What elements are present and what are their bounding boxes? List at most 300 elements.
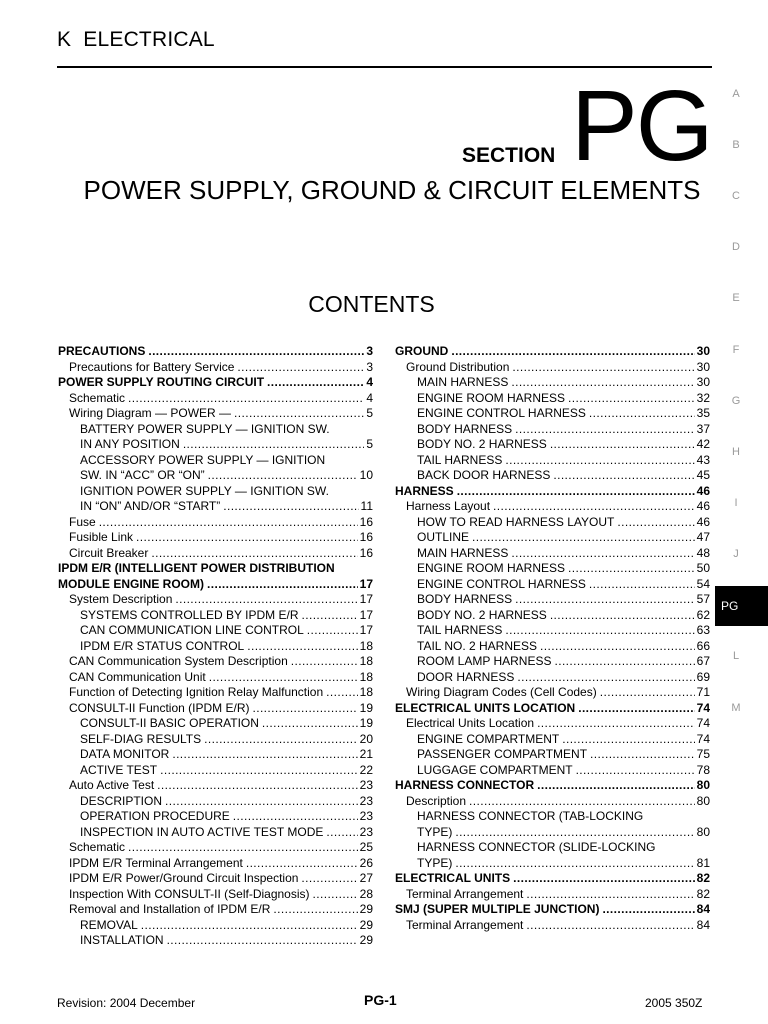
toc-entry[interactable] <box>58 453 373 469</box>
toc-entry-title: ACCESSORY POWER SUPPLY — IGNITION <box>80 452 326 467</box>
toc-entry-page: 46 <box>696 514 710 529</box>
toc-entry-page: 18 <box>359 654 373 668</box>
toc-entry-title: DESCRIPTION <box>80 793 163 808</box>
toc-leader-dots <box>455 856 694 872</box>
toc-entry-page: 75 <box>696 747 710 761</box>
toc-entry-title: IPDM E/R (INTELLIGENT POWER DISTRIBUTION <box>58 561 335 575</box>
toc-entry-page: 28 <box>359 886 373 901</box>
toc-leader-dots <box>589 577 695 593</box>
side-letter-d[interactable]: D <box>732 241 740 253</box>
toc-leader-dots <box>472 530 695 546</box>
toc-entry[interactable] <box>58 639 373 655</box>
toc-leader-dots <box>505 453 694 469</box>
toc-entry-title: Electrical Units Location <box>406 716 535 730</box>
toc-leader-dots <box>148 344 364 360</box>
toc-leader-dots <box>515 592 695 608</box>
toc-entry-page: 23 <box>359 793 373 808</box>
toc-leader-dots <box>333 422 371 438</box>
toc-entry-page: 3 <box>366 359 373 374</box>
toc-entry[interactable] <box>58 763 373 779</box>
toc-entry-page: 5 <box>366 437 373 451</box>
toc-entry-title: SYSTEMS CONTROLLED BY IPDM E/R <box>80 607 299 622</box>
toc-entry[interactable] <box>58 670 373 686</box>
toc-leader-dots <box>233 809 358 825</box>
toc-leader-dots <box>578 701 694 717</box>
toc-entry-page: 29 <box>359 917 373 932</box>
toc-entry-title: ENGINE CONTROL HARNESS <box>417 576 586 591</box>
toc-entry-page: 63 <box>696 623 710 637</box>
toc-entry[interactable] <box>395 732 710 748</box>
toc-entry-title: BODY HARNESS <box>417 592 513 606</box>
toc-entry-page: 23 <box>359 824 373 839</box>
toc-leader-dots <box>326 825 357 841</box>
toc-entry[interactable] <box>58 577 373 593</box>
toc-entry[interactable] <box>58 825 373 841</box>
toc-entry-page: 16 <box>359 545 373 560</box>
toc-entry-title: DATA MONITOR <box>80 747 170 761</box>
toc-entry-page: 32 <box>696 390 710 405</box>
toc-entry[interactable] <box>395 747 710 763</box>
toc-entry[interactable] <box>58 794 373 810</box>
toc-entry-title: IPDM E/R Power/Ground Circuit Inspection <box>69 871 299 885</box>
toc-entry-title: Fusible Link <box>69 530 134 544</box>
toc-entry-title: HARNESS CONNECTOR (SLIDE-LOCKING <box>417 840 656 854</box>
toc-leader-dots <box>600 685 695 701</box>
toc-entry-title: SW. IN “ACC” OR “ON” <box>80 468 205 482</box>
toc-entry-page: 67 <box>696 654 710 668</box>
toc-leader-dots <box>252 701 357 717</box>
toc-entry-title: Description <box>406 793 467 808</box>
toc-leader-dots <box>457 484 695 500</box>
toc-entry[interactable] <box>58 732 373 748</box>
toc-entry[interactable] <box>395 515 710 531</box>
toc-leader-dots <box>511 375 694 391</box>
toc-entry-page: 21 <box>359 747 373 761</box>
toc-leader-dots <box>526 918 694 934</box>
side-letter-a[interactable]: A <box>732 88 740 100</box>
toc-entry[interactable] <box>395 608 710 624</box>
side-letter-l[interactable]: L <box>732 650 740 662</box>
toc-leader-dots <box>313 887 358 903</box>
toc-entry-title: ELECTRICAL UNITS <box>395 871 511 885</box>
toc-leader-dots <box>550 437 695 453</box>
toc-entry-page: 27 <box>359 871 373 885</box>
toc-leader-dots <box>493 499 695 515</box>
toc-leader-dots <box>128 391 364 407</box>
toc-entry[interactable] <box>58 406 373 422</box>
toc-entry[interactable] <box>58 375 373 391</box>
toc-entry-title: TYPE) <box>417 824 453 839</box>
toc-leader-dots <box>223 499 358 515</box>
toc-entry-page: 69 <box>696 669 710 684</box>
document-title: POWER SUPPLY, GROUND & CIRCUIT ELEMENTS <box>83 175 701 205</box>
toc-entry-title: GROUND <box>395 344 449 358</box>
toc-entry-title: CONSULT-II BASIC OPERATION <box>80 716 259 730</box>
toc-entry[interactable] <box>58 747 373 763</box>
toc-leader-dots <box>658 840 708 856</box>
toc-entry[interactable] <box>395 561 710 577</box>
toc-entry[interactable] <box>58 716 373 732</box>
toc-entry-title: BACK DOOR HARNESS <box>417 468 551 482</box>
toc-entry[interactable] <box>395 871 710 887</box>
toc-entry[interactable] <box>58 654 373 670</box>
toc-entry[interactable] <box>58 685 373 701</box>
toc-entry[interactable] <box>395 840 710 856</box>
section-code: PG <box>571 70 712 182</box>
toc-entry-page: 23 <box>359 778 373 792</box>
toc-entry[interactable] <box>395 453 710 469</box>
toc-entry-page: 74 <box>696 700 710 715</box>
toc-entry-title: Fuse <box>69 514 96 529</box>
toc-entry-page <box>371 453 373 469</box>
toc-entry[interactable] <box>395 763 710 779</box>
toc-entry-page: 10 <box>359 468 373 482</box>
side-letter-f[interactable]: F <box>732 344 740 356</box>
toc-entry[interactable] <box>395 918 710 934</box>
toc-entry[interactable] <box>395 716 710 732</box>
toc-entry-title: System Description <box>69 592 173 606</box>
toc-entry-title: ACTIVE TEST <box>80 762 158 777</box>
toc-leader-dots <box>562 732 694 748</box>
toc-leader-dots <box>554 654 694 670</box>
toc-entry-title: IPDM E/R Terminal Arrangement <box>69 855 243 870</box>
side-letter-b[interactable]: B <box>732 139 740 151</box>
toc-entry-title: TAIL HARNESS <box>417 452 503 467</box>
toc-entry[interactable] <box>395 468 710 484</box>
toc-entry-page: 80 <box>696 793 710 808</box>
footer-page-number: PG-1 <box>364 992 397 1008</box>
toc-entry-title: Wiring Diagram Codes (Cell Codes) <box>406 685 597 699</box>
toc-entry-title: BODY HARNESS <box>417 421 513 436</box>
footer-model: 2005 350Z <box>645 996 703 1010</box>
toc-entry-page: 74 <box>696 716 710 730</box>
toc-entry[interactable] <box>58 840 373 856</box>
side-tab-label: PG <box>721 599 739 613</box>
toc-entry-title: INSTALLATION <box>80 933 164 947</box>
toc-entry[interactable] <box>58 623 373 639</box>
toc-entry-page: 4 <box>366 390 373 405</box>
toc-entry-page: 17 <box>359 576 373 591</box>
toc-entry-page: 45 <box>696 468 710 482</box>
toc-entry[interactable] <box>395 577 710 593</box>
toc-entry-title: Ground Distribution <box>406 359 510 374</box>
toc-entry-title: PRECAUTIONS <box>58 344 146 358</box>
toc-entry-page: 54 <box>696 576 710 591</box>
toc-entry-page: 48 <box>696 545 710 560</box>
toc-leader-dots <box>167 933 358 949</box>
toc-entry-title: CONSULT-II Function (IPDM E/R) <box>69 700 250 715</box>
header-rule <box>57 66 712 68</box>
toc-leader-dots <box>175 592 357 608</box>
toc-entry[interactable] <box>395 856 710 872</box>
toc-entry-title: Schematic <box>69 390 126 405</box>
toc-entry-title: Schematic <box>69 840 126 854</box>
toc-entry-title: IN “ON” AND/OR “START” <box>80 499 221 513</box>
toc-leader-dots <box>301 871 357 887</box>
toc-entry-title: Inspection With CONSULT-II (Self-Diagnosis) <box>69 886 310 901</box>
toc-leader-dots <box>455 825 694 841</box>
toc-entry[interactable] <box>58 701 373 717</box>
toc-entry[interactable] <box>58 561 373 577</box>
toc-leader-dots <box>540 639 695 655</box>
toc-entry[interactable] <box>395 639 710 655</box>
toc-entry-page: 62 <box>696 607 710 622</box>
toc-entry-title: SMJ (SUPER MULTIPLE JUNCTION) <box>395 902 600 916</box>
header-title: K ELECTRICAL <box>57 28 215 51</box>
toc-leader-dots <box>165 794 358 810</box>
toc-entry[interactable] <box>58 887 373 903</box>
toc-entry-title: CAN Communication Unit <box>69 669 206 684</box>
toc-entry-page: 4 <box>366 375 373 389</box>
toc-leader-dots <box>589 406 695 422</box>
toc-entry-title: Terminal Arrangement <box>406 886 524 901</box>
toc-leader-dots <box>517 670 694 686</box>
toc-entry-title: TAIL HARNESS <box>417 623 503 637</box>
toc-entry-page: 29 <box>359 933 373 947</box>
toc-entry-title: LUGGAGE COMPARTMENT <box>417 762 573 777</box>
toc-leader-dots <box>157 778 357 794</box>
toc-entry-page: 80 <box>696 824 710 839</box>
toc-entry[interactable] <box>395 546 710 562</box>
toc-entry-title: OPERATION PROCEDURE <box>80 809 230 823</box>
toc-entry-title: HARNESS CONNECTOR <box>395 778 535 792</box>
toc-entry-title: MAIN HARNESS <box>417 545 509 560</box>
toc-entry-page <box>708 840 710 856</box>
toc-entry-page <box>371 484 373 500</box>
toc-leader-dots <box>99 515 358 531</box>
toc-entry[interactable] <box>58 809 373 825</box>
toc-entry[interactable] <box>395 623 710 639</box>
footer-revision: Revision: 2004 December <box>57 996 196 1010</box>
toc-entry-title: SELF-DIAG RESULTS <box>80 731 202 746</box>
toc-leader-dots <box>208 468 358 484</box>
toc-entry-page: 84 <box>696 902 710 916</box>
toc-entry-title: BODY NO. 2 HARNESS <box>417 607 547 622</box>
toc-entry[interactable] <box>395 825 710 841</box>
toc-leader-dots <box>128 840 358 856</box>
toc-entry-page: 29 <box>359 902 373 916</box>
toc-leader-dots <box>617 515 694 531</box>
toc-right-column <box>395 344 710 933</box>
toc-leader-dots <box>451 344 694 360</box>
side-letter-e[interactable]: E <box>732 292 740 304</box>
toc-entry-title: TAIL NO. 2 HARNESS <box>417 638 538 653</box>
toc-leader-dots <box>511 546 694 562</box>
toc-entry[interactable] <box>58 391 373 407</box>
toc-entry[interactable] <box>58 484 373 500</box>
toc-entry[interactable] <box>395 375 710 391</box>
toc-leader-dots <box>550 608 695 624</box>
toc-leader-dots <box>307 623 358 639</box>
toc-entry-page: 11 <box>360 499 373 513</box>
toc-entry[interactable] <box>58 918 373 934</box>
toc-entry[interactable] <box>58 530 373 546</box>
toc-entry-title: IN ANY POSITION <box>80 437 180 451</box>
contents-title: CONTENTS <box>308 291 435 317</box>
toc-entry-title: Function of Detecting Ignition Relay Malfunction <box>69 685 324 699</box>
toc-entry-page: 80 <box>696 778 710 792</box>
toc-entry[interactable] <box>395 794 710 810</box>
toc-leader-dots <box>338 561 371 577</box>
toc-entry[interactable] <box>395 670 710 686</box>
toc-entry[interactable] <box>58 437 373 453</box>
toc-entry-page: 50 <box>696 561 710 575</box>
side-letter-c[interactable]: C <box>732 190 740 202</box>
toc-entry-title: MAIN HARNESS <box>417 375 509 389</box>
toc-entry[interactable] <box>58 360 373 376</box>
toc-leader-dots <box>326 685 358 701</box>
toc-leader-dots <box>237 360 364 376</box>
toc-entry-page: 71 <box>696 685 710 699</box>
toc-entry[interactable] <box>395 360 710 376</box>
toc-entry-title: MODULE ENGINE ROOM) <box>58 576 204 591</box>
side-letter-j[interactable]: J <box>733 548 739 560</box>
toc-entry[interactable] <box>395 809 710 825</box>
toc-entry-page: 46 <box>696 499 710 513</box>
toc-entry[interactable] <box>58 422 373 438</box>
toc-entry[interactable] <box>58 468 373 484</box>
toc-entry[interactable] <box>58 871 373 887</box>
toc-entry-page: 30 <box>696 375 710 389</box>
toc-leader-dots <box>160 763 358 779</box>
toc-entry[interactable] <box>395 902 710 918</box>
toc-leader-dots <box>568 391 695 407</box>
toc-entry[interactable] <box>395 437 710 453</box>
toc-leader-dots <box>207 577 358 593</box>
toc-entry[interactable] <box>58 592 373 608</box>
side-letter-g[interactable]: G <box>731 395 741 407</box>
toc-entry[interactable] <box>395 344 710 360</box>
toc-leader-dots <box>136 530 358 546</box>
toc-entry[interactable] <box>58 546 373 562</box>
toc-leader-dots <box>328 453 371 469</box>
toc-leader-dots <box>602 902 694 918</box>
toc-entry[interactable] <box>58 902 373 918</box>
toc-entry[interactable] <box>395 685 710 701</box>
toc-leader-dots <box>646 809 708 825</box>
toc-entry-page: 18 <box>359 638 373 653</box>
toc-entry-title: Removal and Installation of IPDM E/R <box>69 902 271 916</box>
toc-entry-page: 84 <box>696 917 710 932</box>
toc-entry[interactable] <box>395 592 710 608</box>
toc-entry[interactable] <box>395 406 710 422</box>
toc-entry-page: 46 <box>696 483 710 498</box>
toc-entry-title: Auto Active Test <box>69 778 155 792</box>
toc-left-column <box>58 344 373 949</box>
toc-leader-dots <box>141 918 358 934</box>
toc-entry-page: 17 <box>359 607 373 622</box>
toc-entry[interactable] <box>395 499 710 515</box>
side-tab-active[interactable] <box>715 586 768 626</box>
toc-entry[interactable] <box>395 778 710 794</box>
toc-entry-title: ELECTRICAL UNITS LOCATION <box>395 700 576 715</box>
toc-leader-dots <box>576 763 695 779</box>
toc-entry-page: 16 <box>359 530 373 544</box>
toc-entry-page: 42 <box>696 437 710 451</box>
toc-leader-dots <box>247 639 357 655</box>
toc-leader-dots <box>512 360 694 376</box>
toc-leader-dots <box>234 406 364 422</box>
toc-entry-title: ENGINE COMPARTMENT <box>417 731 560 746</box>
toc-entry-page: 82 <box>696 886 710 901</box>
toc-leader-dots <box>537 716 695 732</box>
toc-entry-title: REMOVAL <box>80 917 138 932</box>
toc-entry[interactable] <box>58 344 373 360</box>
toc-entry-page: 18 <box>359 669 373 684</box>
toc-entry[interactable] <box>395 654 710 670</box>
toc-entry-page: 47 <box>696 530 710 544</box>
toc-entry[interactable] <box>58 778 373 794</box>
toc-entry[interactable] <box>395 484 710 500</box>
toc-entry[interactable] <box>58 933 373 949</box>
toc-entry-title: ENGINE ROOM HARNESS <box>417 390 566 405</box>
toc-entry-title: IGNITION POWER SUPPLY — IGNITION SW. <box>80 483 329 498</box>
toc-entry-title: INSPECTION IN AUTO ACTIVE TEST MODE <box>80 824 324 839</box>
toc-entry[interactable] <box>395 391 710 407</box>
toc-leader-dots <box>553 468 694 484</box>
toc-entry-title: IPDM E/R STATUS CONTROL <box>80 638 245 653</box>
toc-leader-dots <box>262 716 358 732</box>
side-letter-i[interactable]: I <box>734 497 738 509</box>
toc-leader-dots <box>246 856 358 872</box>
toc-entry-page: 57 <box>696 592 710 606</box>
toc-entry-page: 81 <box>696 855 710 870</box>
side-letter-h[interactable]: H <box>732 446 740 458</box>
toc-entry-page: 23 <box>359 809 373 823</box>
toc-entry-page: 30 <box>696 359 710 374</box>
toc-entry-title: HOW TO READ HARNESS LAYOUT <box>417 514 615 529</box>
toc-entry-page: 43 <box>696 452 710 467</box>
toc-entry-page: 78 <box>696 762 710 777</box>
toc-entry-title: ENGINE ROOM HARNESS <box>417 561 566 575</box>
toc-entry-page: 3 <box>366 344 373 358</box>
toc-entry-title: Harness Layout <box>406 499 491 513</box>
toc-entry-page: 26 <box>359 855 373 870</box>
toc-leader-dots <box>513 871 695 887</box>
toc-entry[interactable] <box>395 887 710 903</box>
toc-leader-dots <box>172 747 357 763</box>
toc-entry-page <box>371 422 373 438</box>
toc-entry-page: 17 <box>359 592 373 606</box>
toc-leader-dots <box>505 623 694 639</box>
toc-entry-title: OUTLINE <box>417 530 470 544</box>
toc-entry-title: Wiring Diagram — POWER — <box>69 406 232 420</box>
toc-entry[interactable] <box>395 422 710 438</box>
toc-entry-page: 37 <box>696 421 710 436</box>
toc-entry[interactable] <box>395 530 710 546</box>
toc-entry[interactable] <box>58 515 373 531</box>
toc-leader-dots <box>302 608 358 624</box>
toc-entry[interactable] <box>58 499 373 515</box>
toc-entry-page: 30 <box>696 344 710 358</box>
toc-entry-page: 5 <box>366 406 373 420</box>
toc-entry-page <box>708 809 710 825</box>
toc-entry-title: Precautions for Battery Service <box>69 359 235 374</box>
toc-leader-dots <box>537 778 695 794</box>
toc-entry-title: ROOM LAMP HARNESS <box>417 654 552 668</box>
toc-entry-title: HARNESS <box>395 483 454 498</box>
toc-entry-title: HARNESS CONNECTOR (TAB-LOCKING <box>417 809 644 823</box>
toc-entry[interactable] <box>58 856 373 872</box>
toc-entry-title: TYPE) <box>417 855 453 870</box>
toc-entry[interactable] <box>58 608 373 624</box>
toc-entry-page: 74 <box>696 731 710 746</box>
toc-entry-page: 20 <box>359 731 373 746</box>
toc-entry[interactable] <box>395 701 710 717</box>
toc-entry-title: Terminal Arrangement <box>406 917 524 932</box>
side-letter-m[interactable]: M <box>731 702 741 714</box>
toc-entry-title: CAN Communication System Description <box>69 654 288 668</box>
